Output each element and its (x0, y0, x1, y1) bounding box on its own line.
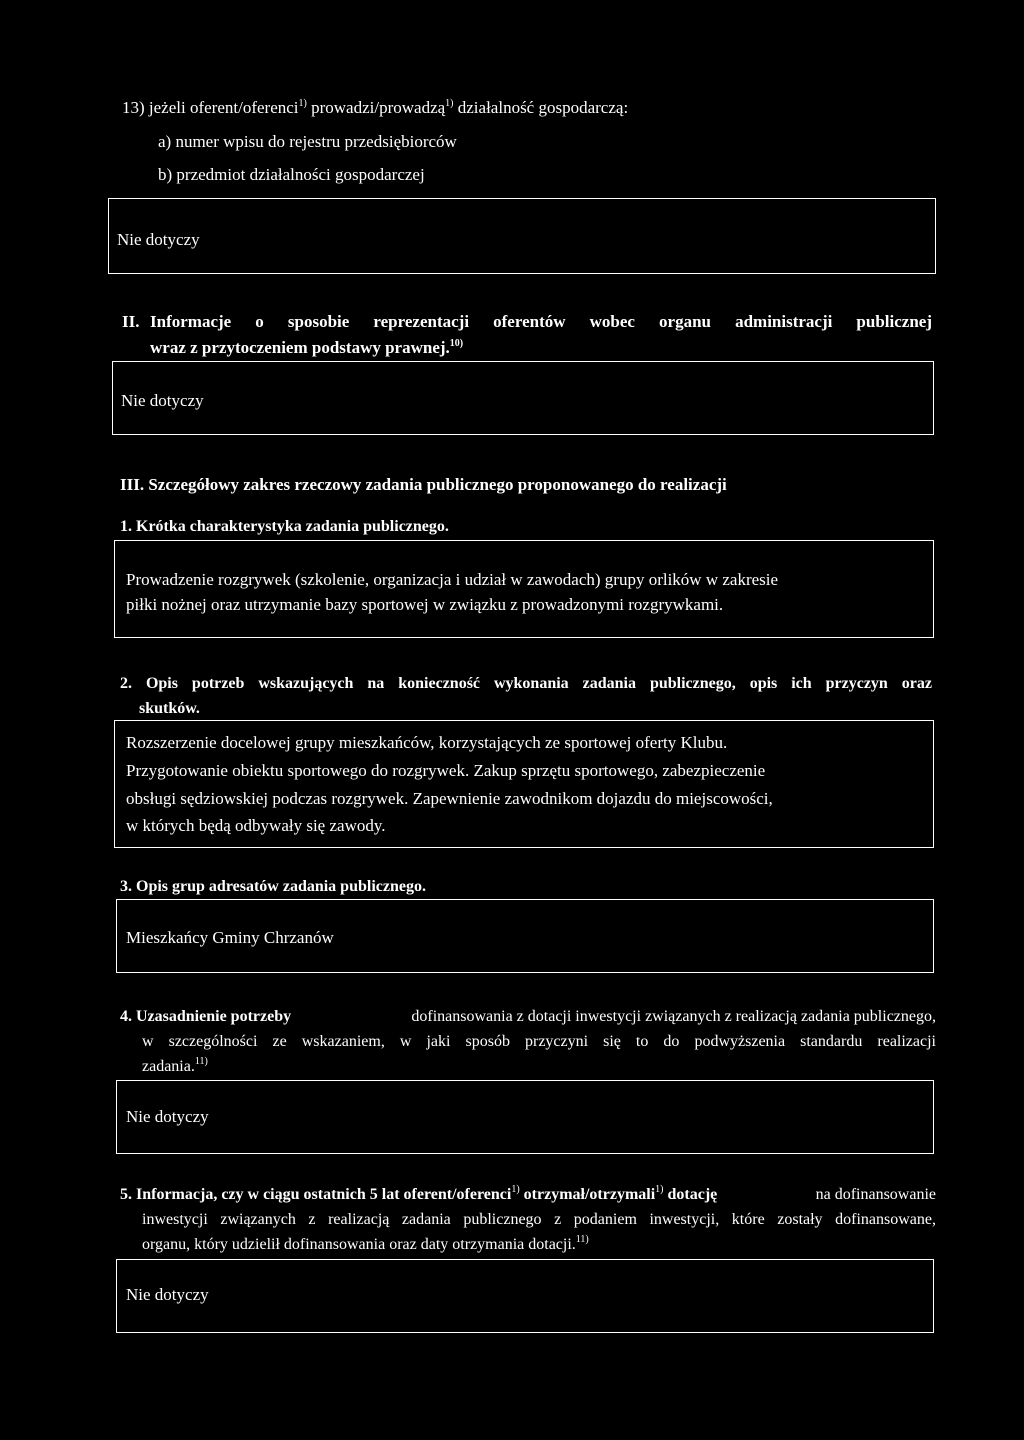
item-5-line3: organu, który udzielił dofinansowania oraz daty otrzymania dotacji.$^{11)}$ (142, 1234, 589, 1253)
item-4-answer: Nie dotyczy (126, 1107, 209, 1126)
section-ii-title-line1: Informacje o sposobie reprezentacji oferentów wobec organu administracji publicznej (150, 312, 932, 331)
item-5-answer-box (116, 1259, 934, 1333)
item-4-answer-box (116, 1080, 934, 1154)
item-2-answer-line4: w których będą odbywały się zawody. (126, 816, 386, 835)
item-3-answer: Mieszkańcy Gminy Chrzanów (126, 928, 334, 947)
item-13-answer-box (108, 198, 936, 274)
item-4-line3: zadania.$^{11)}$ (142, 1056, 208, 1075)
item-4-line2: w szczególności ze wskazaniem, w jaki sposób przyczyni się to do podwyższenia standardu realizacji (142, 1033, 936, 1050)
section-ii-title-line2: wraz z przytoczeniem podstawy prawnej.$^{10)}$ (150, 338, 464, 357)
item-2-answer-line1: Rozszerzenie docelowej grupy mieszkańców, korzystających ze sportowej oferty Klubu. (126, 733, 728, 752)
item-2-label-line2: skutków. (139, 700, 200, 717)
item-4-line1: 4. Uzasadnienie potrzeby dofinansowania z dotacji inwestycji związanych z realizacją zadania publicznego, (120, 1008, 936, 1025)
item-1-label: 1. Krótka charakterystyka zadania publicznego. (120, 518, 449, 535)
item-2-answer-box (114, 720, 934, 848)
section-ii-answer-box (112, 361, 934, 435)
item-2-label-line1: 2. Opis potrzeb wskazujących na konieczność wykonania zadania publicznego, opis ich przyczyn oraz (120, 675, 932, 692)
section-ii-answer: Nie dotyczy (121, 391, 204, 410)
item-13-sub-a: a) numer wpisu do rejestru przedsiębiorców (158, 132, 457, 151)
item-1-answer-line1: Prowadzenie rozgrywek (szkolenie, organizacja i udział w zawodach) grupy orlików w zakresie (126, 570, 779, 589)
item-2-answer-line2: Przygotowanie obiektu sportowego do rozgrywek. Zakup sprzętu sportowego, zabezpieczenie (126, 761, 766, 780)
item-5-line2: inwestycji związanych z realizacją zadania publicznego z podaniem inwestycji, które zostały dofinansowane, (142, 1211, 936, 1228)
item-13-answer: Nie dotyczy (117, 230, 200, 249)
section-iii-title: III. Szczegółowy zakres rzeczowy zadania publicznego proponowanego do realizacji (120, 475, 727, 494)
item-3-label: 3. Opis grup adresatów zadania publicznego. (120, 878, 426, 895)
item-5-answer: Nie dotyczy (126, 1285, 209, 1304)
item-1-answer-box (114, 540, 934, 638)
item-1-answer-line2: piłki nożnej oraz utrzymanie bazy sportowej w związku z prowadzonymi rozgrywkami. (126, 595, 724, 614)
item-3-answer-box (116, 899, 934, 973)
section-ii-number: II. (122, 312, 140, 331)
item-2-answer-line3: obsługi sędziowskiej podczas rozgrywek. Zapewnienie zawodnikom dojazdu do miejscowości, (126, 789, 773, 808)
item-5-line1: 5. Informacja, czy w ciągu ostatnich 5 lat oferent/oferenci$^{1)}$ otrzymał/otrzymali$^{1)}$ dotację na dofinansowanie (120, 1184, 936, 1203)
item-13-sub-b: b) przedmiot działalności gospodarczej (158, 165, 425, 184)
item-13-line: 13) jeżeli oferent/oferenci$^{1)}$ prowadzi/prowadzą$^{1)}$ działalność gospodarczą: (122, 98, 629, 117)
